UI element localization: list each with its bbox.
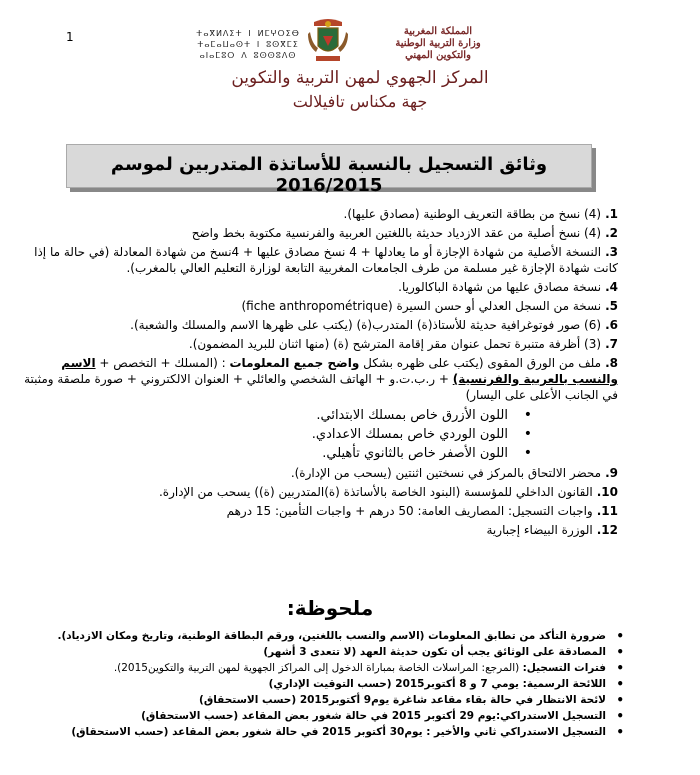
color-list-item: • اللون الوردي خاص بمسلك الاعدادي.: [22, 425, 618, 444]
item-number: 8.: [605, 356, 618, 370]
documents-list: [22, 206, 618, 541]
item-text: محضر الالتحاق بالمركز في نسختين اثنتين (يسحب من الإدارة).: [290, 466, 602, 480]
list-item: [22, 317, 618, 333]
bullet-icon: •: [616, 629, 624, 643]
note-item: [66, 692, 624, 708]
note-title: ملحوظة:: [286, 596, 374, 620]
note-item: [57, 628, 624, 644]
note-text-detail: (المرجع: المراسلات الخاصة بمباراة الدخول إلى المراكز الجهوية لمهن التربية والتكوين2015).: [113, 662, 523, 674]
item-number: 2.: [605, 226, 618, 240]
list-item: [22, 522, 618, 538]
item-text: واجبات التسجيل: المصاريف العامة: 50 درهم + واجبات التأمين: 15 درهم: [226, 504, 593, 518]
header-ministry: [372, 26, 504, 62]
item-text: ملف من الورق المقوى (يكتب على ظهره بشكل: [363, 356, 602, 370]
note-text: التسجيل الاستدراكي ثاني والأخير : يوم30 أكتوبر 2015 في حالة شغور بعض المقاعد (حسب الاستحقاق): [71, 726, 606, 738]
item-text: + ر.ب.ت.و + الهاتف الشخصي والعائلي + العنوان الالكتروني + صورة ملصقة ومثبتة في الجانب الأعلى على اليسار): [24, 372, 618, 402]
bullet-icon: •: [616, 645, 624, 659]
note-item: [66, 708, 624, 724]
item-number: 6.: [605, 318, 618, 332]
list-item: [22, 465, 618, 481]
notes-list: [57, 628, 624, 740]
list-item: [22, 244, 618, 276]
item-number: 10.: [596, 485, 618, 499]
item-text: (6) صور فوتوغرافية حديثة للأستاذ(ة) المتدرب(ة) (يكتب على ظهرها الاسم والمسلك والشعبة).: [130, 318, 602, 332]
item-text: (3) أظرفة متنبرة تحمل عنوان مقر إقامة المترشح (ة) (منها اثنان للبريد المضمون).: [188, 337, 602, 351]
bullet-icon: •: [616, 677, 624, 691]
item-text-underlined: الاسم والنسب بالعربية والفرنسية): [61, 356, 618, 386]
center-name: المركز الجهوي لمهن التربية والتكوين: [231, 68, 489, 88]
item-text: نسخة مصادق عليها من شهادة الباكالوريا.: [398, 280, 602, 294]
header-tifinagh: [186, 28, 310, 61]
color-list-item: • اللون الأزرق خاص بمسلك الابتدائي.: [22, 406, 618, 425]
list-item: [22, 336, 618, 352]
item-text: القانون الداخلي للمؤسسة (البنود الخاصة بالأساتذة (ة)المتدربين (ة)) يسحب من الإدارة.: [158, 485, 593, 499]
bullet-icon: •: [616, 693, 624, 707]
list-item: [22, 484, 618, 500]
page-mark: 1: [66, 30, 74, 44]
coat-of-arms-icon: [306, 18, 350, 64]
list-item: [22, 206, 618, 222]
item-number: 7.: [605, 337, 618, 351]
list-item: [22, 355, 618, 403]
item-number: 1.: [605, 207, 618, 221]
header-ministry-line: والتكوين المهني: [405, 50, 471, 61]
note-item: [66, 660, 624, 676]
bullet-icon: •: [616, 661, 624, 675]
item-number: 4.: [605, 280, 618, 294]
bullet-icon: •: [616, 725, 624, 739]
list-item: [22, 503, 618, 519]
item-text: الوزرة البيضاء إجبارية: [486, 523, 593, 537]
note-item: [66, 676, 624, 692]
note-text: التسجيل الاستدراكي:يوم 29 أكتوبر 2015 في حالة شغور بعض المقاعد (حسب الاستحقاق): [141, 710, 606, 722]
title-box: [66, 144, 592, 196]
item-text-bold: واضح جميع المعلومات: [229, 356, 360, 370]
note-item: [66, 724, 624, 740]
item-text: (4) نسخ أصلية من عقد الازدياد حديثة باللغتين العربية والفرنسية مكتوبة بخط واضح: [191, 226, 602, 240]
item-number: 9.: [605, 466, 618, 480]
item-number: 3.: [605, 245, 618, 259]
note-text: اللائحة الرسمية: يومي 7 و 8 أكتوبر2015 (حسب التوقيت الإداري): [268, 678, 606, 690]
note-text: المصادقة على الوثائق يجب أن تكون حديثة العهد (لا تتعدى 3 أشهر): [263, 646, 606, 658]
item-text: (4) نسخ من بطاقة التعريف الوطنية (مصادق عليها).: [343, 207, 602, 221]
color-list: [22, 406, 618, 463]
color-list-item: • اللون الأصفر خاص بالثانوي تأهيلي.: [22, 444, 618, 463]
item-text: نسخة من السجل العدلي أو حسن السيرة (fiche anthropométrique): [241, 299, 602, 313]
list-item: [22, 279, 618, 295]
center-region: جهة مكناس تافيلالت: [292, 92, 428, 111]
header-tifinagh-line: ⴰⵏⴰⵎⵓⵔ ⴷ ⵓⵙⵙⵓⴷⵙ: [199, 51, 297, 60]
item-number: 5.: [605, 299, 618, 313]
header-ministry-line: وزارة التربية الوطنية: [395, 38, 481, 49]
header-tifinagh-line: ⵜⴰⴳⵍⴷⵉⵜ ⵏ ⵍⵎⵖⵔⵉⴱ: [196, 29, 300, 38]
page-title: وثائق التسجيل بالنسبة للأساتذة المتدربين لموسم 2016/2015: [110, 154, 548, 196]
note-item: [66, 644, 624, 660]
header-ministry-line: المملكة المغربية: [403, 26, 473, 37]
note-text: فترات التسجيل:: [522, 662, 606, 674]
header-tifinagh-line: ⵜⴰⵎⴰⵡⴰⵙⵜ ⵏ ⵓⵙⴳⵎⵉ: [197, 40, 299, 49]
item-number: 11.: [596, 504, 618, 518]
item-text: : (المسلك + التخصص +: [99, 356, 226, 370]
bullet-icon: •: [616, 709, 624, 723]
list-item: [22, 298, 618, 314]
note-text: لائحة الانتظار في حالة بقاء مقاعد شاغرة يوم9 أكتوبر2015 (حسب الاستحقاق): [199, 694, 606, 706]
item-text: النسخة الأصلية من شهادة الإجازة أو ما يعادلها + 4 نسخ مصادق عليها + 4نسخ من شهادة المعادلة (في حالة ما إذا كانت شهادة الإجازة غير مسلمة من طرف الجامعات المغربية التابعة لوزارة التعليم العالي بالمغرب).: [34, 245, 618, 275]
note-text: ضرورة التأكد من تطابق المعلومات (الاسم والنسب باللغتين، ورقم البطاقة الوطنية، وتاريخ ومكان الازدياد).: [57, 630, 606, 642]
item-number: 12.: [596, 523, 618, 537]
list-item: [22, 225, 618, 241]
